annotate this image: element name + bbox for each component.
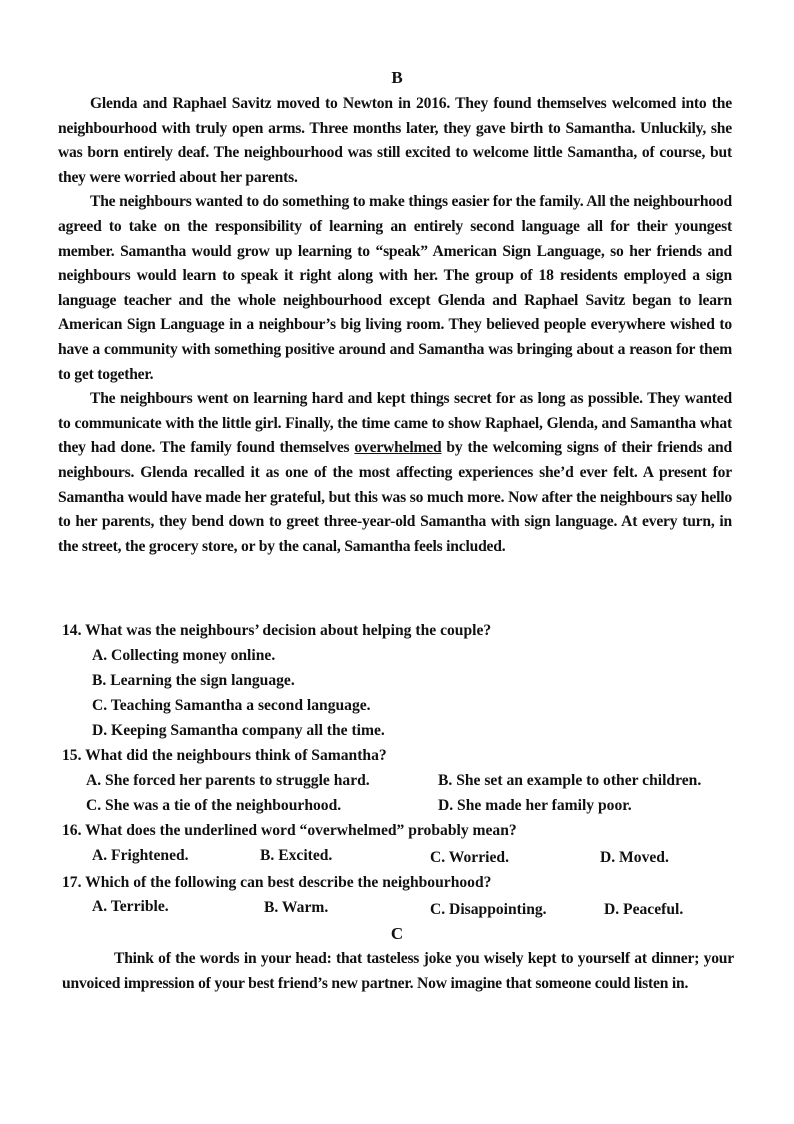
section-b-passage — [58, 92, 732, 559]
question-15-option-a: A. She forced her parents to struggle hard. — [86, 772, 370, 789]
underlined-word: overwhelmed — [354, 439, 442, 457]
question-16-option-c: C. Worried. — [430, 849, 509, 866]
question-17-stem: 17. Which of the following can best describe the neighbourhood? — [62, 874, 492, 891]
question-15-option-b: B. She set an example to other children. — [438, 772, 702, 789]
passage-paragraph-1: Glenda and Raphael Savitz moved to Newton in 2016. They found themselves welcomed into the neighbourhood with truly open arms. Three months later, they gave birth to Samantha. Unluckily, she was born entirely deaf. The neighbourhood was still excited to welcome little Samantha, of course, but they were worried about her parents. — [58, 95, 732, 186]
paragraph-3-text-start: The neighbours went on learning hard and kept things secret for as long as possible. They wanted to communicate with the little girl. Finally, the time came to show Raphael, Glenda, and Samantha what they had done. The family found themselves — [58, 390, 732, 457]
question-17-option-a: A. Terrible. — [92, 898, 169, 915]
question-16-option-d: D. Moved. — [600, 849, 669, 866]
question-16-stem: 16. What does the underlined word “overwhelmed” probably mean? — [62, 822, 517, 839]
passage-paragraph-2: The neighbours wanted to do something to make things easier for the family. All the neighbourhood agreed to take on the responsibility of learning an entirely second language all for their youngest member. Samantha would grow up learning to “speak” American Sign Language, so her friends and neighbours would learn to speak it right along with her. The group of 18 residents employed a sign language teacher and the whole neighbourhood except Glenda and Raphael Savitz began to learn American Sign Language in a neighbour’s big living room. They believed people everywhere wished to have a community with something positive around and Samantha was bringing about a reason for them to get together. — [58, 193, 732, 383]
question-14-option-c: C. Teaching Samantha a second language. — [92, 697, 371, 714]
question-15-option-c: C. She was a tie of the neighbourhood. — [86, 797, 342, 814]
question-17-option-b: B. Warm. — [264, 899, 329, 916]
question-16-option-a: A. Frightened. — [92, 847, 189, 864]
question-14-stem: 14. What was the neighbours’ decision about helping the couple? — [62, 622, 492, 639]
paragraph-3-text-end: by the welcoming signs of their friends and neighbours. Glenda recalled it as one of the most affecting experiences she’d ever felt. A present for Samantha would have made her grateful, but this was so much more. Now after the neighbours say hello to her parents, they bend down to greet three-year-old Samantha with sign language. At every turn, in the street, the grocery store, or by the canal, Samantha feels included. — [58, 439, 732, 555]
section-c-paragraph: Think of the words in your head: that tasteless joke you wisely kept to yourself at dinner; your unvoiced impression of your best friend’s new partner. Now imagine that someone could listen in. — [62, 950, 734, 992]
passage-paragraph-3 — [58, 387, 732, 559]
question-17-option-c: C. Disappointing. — [430, 901, 547, 918]
question-15-stem: 15. What did the neighbours think of Samantha? — [62, 747, 387, 764]
question-15-option-d: D. She made her family poor. — [438, 797, 632, 814]
question-14-option-b: B. Learning the sign language. — [92, 672, 295, 689]
section-c-passage — [62, 947, 734, 996]
section-b-heading: B — [391, 68, 403, 87]
section-c-heading: C — [390, 924, 404, 943]
question-14-option-d: D. Keeping Samantha company all the time. — [92, 722, 385, 739]
question-14-option-a: A. Collecting money online. — [92, 647, 276, 664]
question-16-option-b: B. Excited. — [260, 847, 333, 864]
question-17-option-d: D. Peaceful. — [604, 901, 684, 918]
